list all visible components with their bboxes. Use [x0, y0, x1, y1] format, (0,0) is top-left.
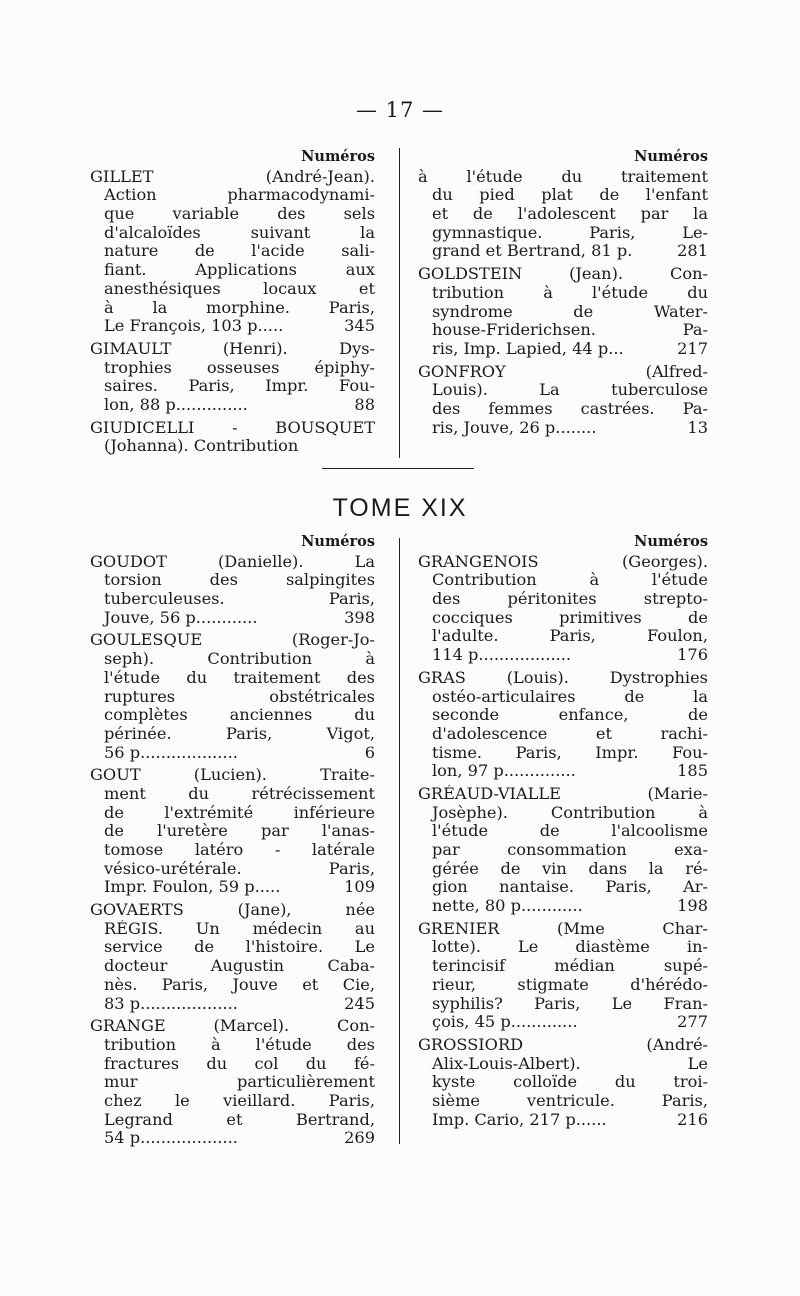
entry-line: nès. Paris, Jouve et Cie, — [104, 975, 375, 994]
index-entry — [418, 168, 708, 261]
entry-line: Josèphe). Contribution à — [432, 803, 708, 822]
entry-line: trophies osseuses épiphy- — [104, 358, 375, 377]
index-entry — [418, 265, 708, 358]
entry-number: 176 — [677, 646, 708, 665]
entry-line: d'adolescence et rachi- — [432, 724, 708, 743]
entry-line: GRAS (Louis). Dystrophies — [418, 668, 708, 687]
column-bottom-right — [418, 533, 708, 1133]
entry-line: seconde enfance, de — [432, 706, 708, 725]
entry-line: RÉGIS. Un médecin au — [104, 919, 375, 938]
entry-line: par consommation exa- — [432, 841, 708, 860]
entry-number: 217 — [677, 339, 708, 358]
index-entry — [418, 920, 708, 1032]
entry-line: ostéo-articulaires de la — [432, 687, 708, 706]
entry-line: à l'étude du traitement — [418, 167, 708, 186]
entry-line: tomose latéro - latérale — [104, 841, 375, 860]
numeros-header: Numéros — [301, 148, 375, 165]
entry-line: l'adulte. Paris, Foulon, — [432, 627, 708, 646]
index-entry — [418, 553, 708, 665]
entry-number: 269 — [344, 1129, 375, 1148]
index-entry — [90, 631, 375, 762]
entry-line: house-Friderichsen. Pa- — [432, 321, 708, 340]
entry-line: GRANGENOIS (Georges). — [418, 552, 708, 571]
entry-line: l'étude du traitement des — [104, 668, 375, 687]
entry-line: gymnastique. Paris, Le- — [432, 223, 708, 242]
entry-line: anesthésiques locaux et — [104, 279, 375, 298]
entry-line: tuberculeuses. Paris, — [104, 590, 375, 609]
entry-line: GILLET (André-Jean). — [90, 167, 375, 186]
entry-line: d'alcaloïdes suivant la — [104, 223, 375, 242]
entry-line: mur particulièrement — [104, 1073, 375, 1092]
column-bottom-left — [90, 533, 375, 1152]
entry-line: ment du rétrécissement — [104, 784, 375, 803]
entry-line: lon, 97 p.............. 185 — [432, 762, 708, 781]
entry-line: des femmes castrées. Pa- — [432, 399, 708, 418]
entry-line: syndrome de Water- — [432, 302, 708, 321]
entry-line: Impr. Foulon, 59 p..... 109 — [104, 878, 375, 897]
entry-line: à la morphine. Paris, — [104, 298, 375, 317]
entry-number: 398 — [344, 608, 375, 627]
index-entry — [90, 419, 375, 456]
entry-line: nature de l'acide sali- — [104, 242, 375, 261]
numeros-header: Numéros — [634, 533, 708, 550]
entry-line: ruptures obstétricales — [104, 687, 375, 706]
index-entry — [418, 1036, 708, 1129]
entry-line: gion nantaise. Paris, Ar- — [432, 878, 708, 897]
entry-line: GOLDSTEIN (Jean). Con- — [418, 265, 708, 284]
entry-line: torsion des salpingites — [104, 571, 375, 590]
index-entry — [418, 785, 708, 916]
entry-line: terincisif médian supé- — [432, 957, 708, 976]
entry-line: Alix-Louis-Albert). Le — [432, 1054, 708, 1073]
index-entry — [90, 553, 375, 628]
entry-line: des péritonites strepto- — [432, 590, 708, 609]
entry-line: service de l'histoire. Le — [104, 938, 375, 957]
entry-line: GONFROY (Alfred- — [418, 362, 708, 381]
section-rule — [322, 468, 474, 469]
entry-line: GRANGE (Marcel). Con- — [90, 1017, 375, 1036]
entry-line: de l'uretère par l'anas- — [104, 822, 375, 841]
entry-line: saires. Paris, Impr. Fou- — [104, 377, 375, 396]
entry-line: sième ventricule. Paris, — [432, 1091, 708, 1110]
entry-line: ris, Jouve, 26 p........ 13 — [432, 418, 708, 437]
entry-line: lotte). Le diastème in- — [432, 938, 708, 957]
index-entry — [418, 669, 708, 781]
entry-line: ris, Imp. Lapied, 44 p... 217 — [432, 339, 708, 358]
index-entry — [90, 1017, 375, 1148]
entry-number: 13 — [687, 418, 708, 437]
entry-line: (Johanna). Contribution — [104, 437, 299, 456]
entry-line: GOVAERTS (Jane), née — [90, 901, 375, 920]
column-divider-top — [399, 148, 400, 458]
entry-number: 281 — [677, 242, 708, 261]
entry-line: tribution à l'étude des — [104, 1035, 375, 1054]
entry-line: GIUDICELLI - BOUSQUET — [90, 418, 375, 437]
entry-line: syphilis? Paris, Le Fran- — [432, 994, 708, 1013]
entry-line: grand et Bertrand, 81 p. 281 — [432, 242, 708, 261]
entry-line: GRÉAUD-VIALLE (Marie- — [418, 784, 708, 803]
entry-line: tribution à l'étude du — [432, 283, 708, 302]
entry-line: que variable des sels — [104, 205, 375, 224]
entry-line: Le François, 103 p..... 345 — [104, 317, 375, 336]
entry-number: 277 — [677, 1013, 708, 1032]
entry-number: 345 — [344, 317, 375, 336]
index-entry — [90, 901, 375, 1013]
entry-line: seph). Contribution à — [104, 650, 375, 669]
entry-line: docteur Augustin Caba- — [104, 957, 375, 976]
entry-number: 198 — [677, 897, 708, 916]
index-entry — [90, 766, 375, 897]
entry-line: GOUDOT (Danielle). La — [90, 552, 375, 571]
entry-number: 6 — [364, 743, 375, 762]
entry-line: Legrand et Bertrand, — [104, 1110, 375, 1129]
numeros-header: Numéros — [634, 148, 708, 165]
index-entry — [418, 363, 708, 438]
entry-line: nette, 80 p............ 198 — [432, 897, 708, 916]
entry-line: gérée de vin dans la ré- — [432, 859, 708, 878]
entry-line: et de l'adolescent par la — [432, 205, 708, 224]
entry-number: 109 — [344, 878, 375, 897]
numeros-header: Numéros — [301, 533, 375, 550]
entry-line: cocciques primitives de — [432, 608, 708, 627]
entry-line: lon, 88 p.............. 88 — [104, 395, 375, 414]
entry-line: périnée. Paris, Vigot, — [104, 724, 375, 743]
entry-line: Contribution à l'étude — [432, 571, 708, 590]
page-number: — 17 — — [355, 98, 445, 122]
index-entry — [90, 340, 375, 415]
tome-title: TOME XIX — [332, 494, 468, 522]
entry-line: Action pharmacodynami- — [104, 186, 375, 205]
entry-line: GIMAULT (Henri). Dys- — [90, 339, 375, 358]
entry-line: l'étude de l'alcoolisme — [432, 822, 708, 841]
entry-line: vésico-urétérale. Paris, — [104, 859, 375, 878]
column-divider-bottom — [399, 538, 400, 1144]
entry-line: Imp. Cario, 217 p...... 216 — [432, 1110, 708, 1129]
entry-line: 56 p................... 6 — [104, 743, 375, 762]
entry-line: GROSSIORD (André- — [418, 1035, 708, 1054]
entry-line: du pied plat de l'enfant — [432, 186, 708, 205]
entry-line: rieur, stigmate d'hérédo- — [432, 975, 708, 994]
entry-line: kyste colloïde du troi- — [432, 1073, 708, 1092]
entry-number: 216 — [677, 1110, 708, 1129]
index-entry — [90, 168, 375, 336]
entry-number: 88 — [354, 395, 375, 414]
entry-number: 185 — [677, 762, 708, 781]
entry-line: tisme. Paris, Impr. Fou- — [432, 743, 708, 762]
entry-line: chez le vieillard. Paris, — [104, 1091, 375, 1110]
column-top-left — [90, 148, 375, 460]
entry-line: complètes anciennes du — [104, 706, 375, 725]
entry-line: 114 p.................. 176 — [432, 646, 708, 665]
entry-line: 83 p................... 245 — [104, 994, 375, 1013]
entry-line: GOULESQUE (Roger-Jo- — [90, 631, 375, 650]
entry-line: fiant. Applications aux — [104, 261, 375, 280]
entry-line: 54 p................... 269 — [104, 1129, 375, 1148]
column-top-right — [418, 148, 708, 441]
entry-line: de l'extrémité inférieure — [104, 803, 375, 822]
entry-line: çois, 45 p............. 277 — [432, 1013, 708, 1032]
entry-line: GRENIER (Mme Char- — [418, 919, 708, 938]
entry-line: GOUT (Lucien). Traite- — [90, 766, 375, 785]
entry-number: 245 — [344, 994, 375, 1013]
entry-line: Louis). La tuberculose — [432, 381, 708, 400]
entry-line: fractures du col du fé- — [104, 1054, 375, 1073]
entry-line: Jouve, 56 p............ 398 — [104, 608, 375, 627]
